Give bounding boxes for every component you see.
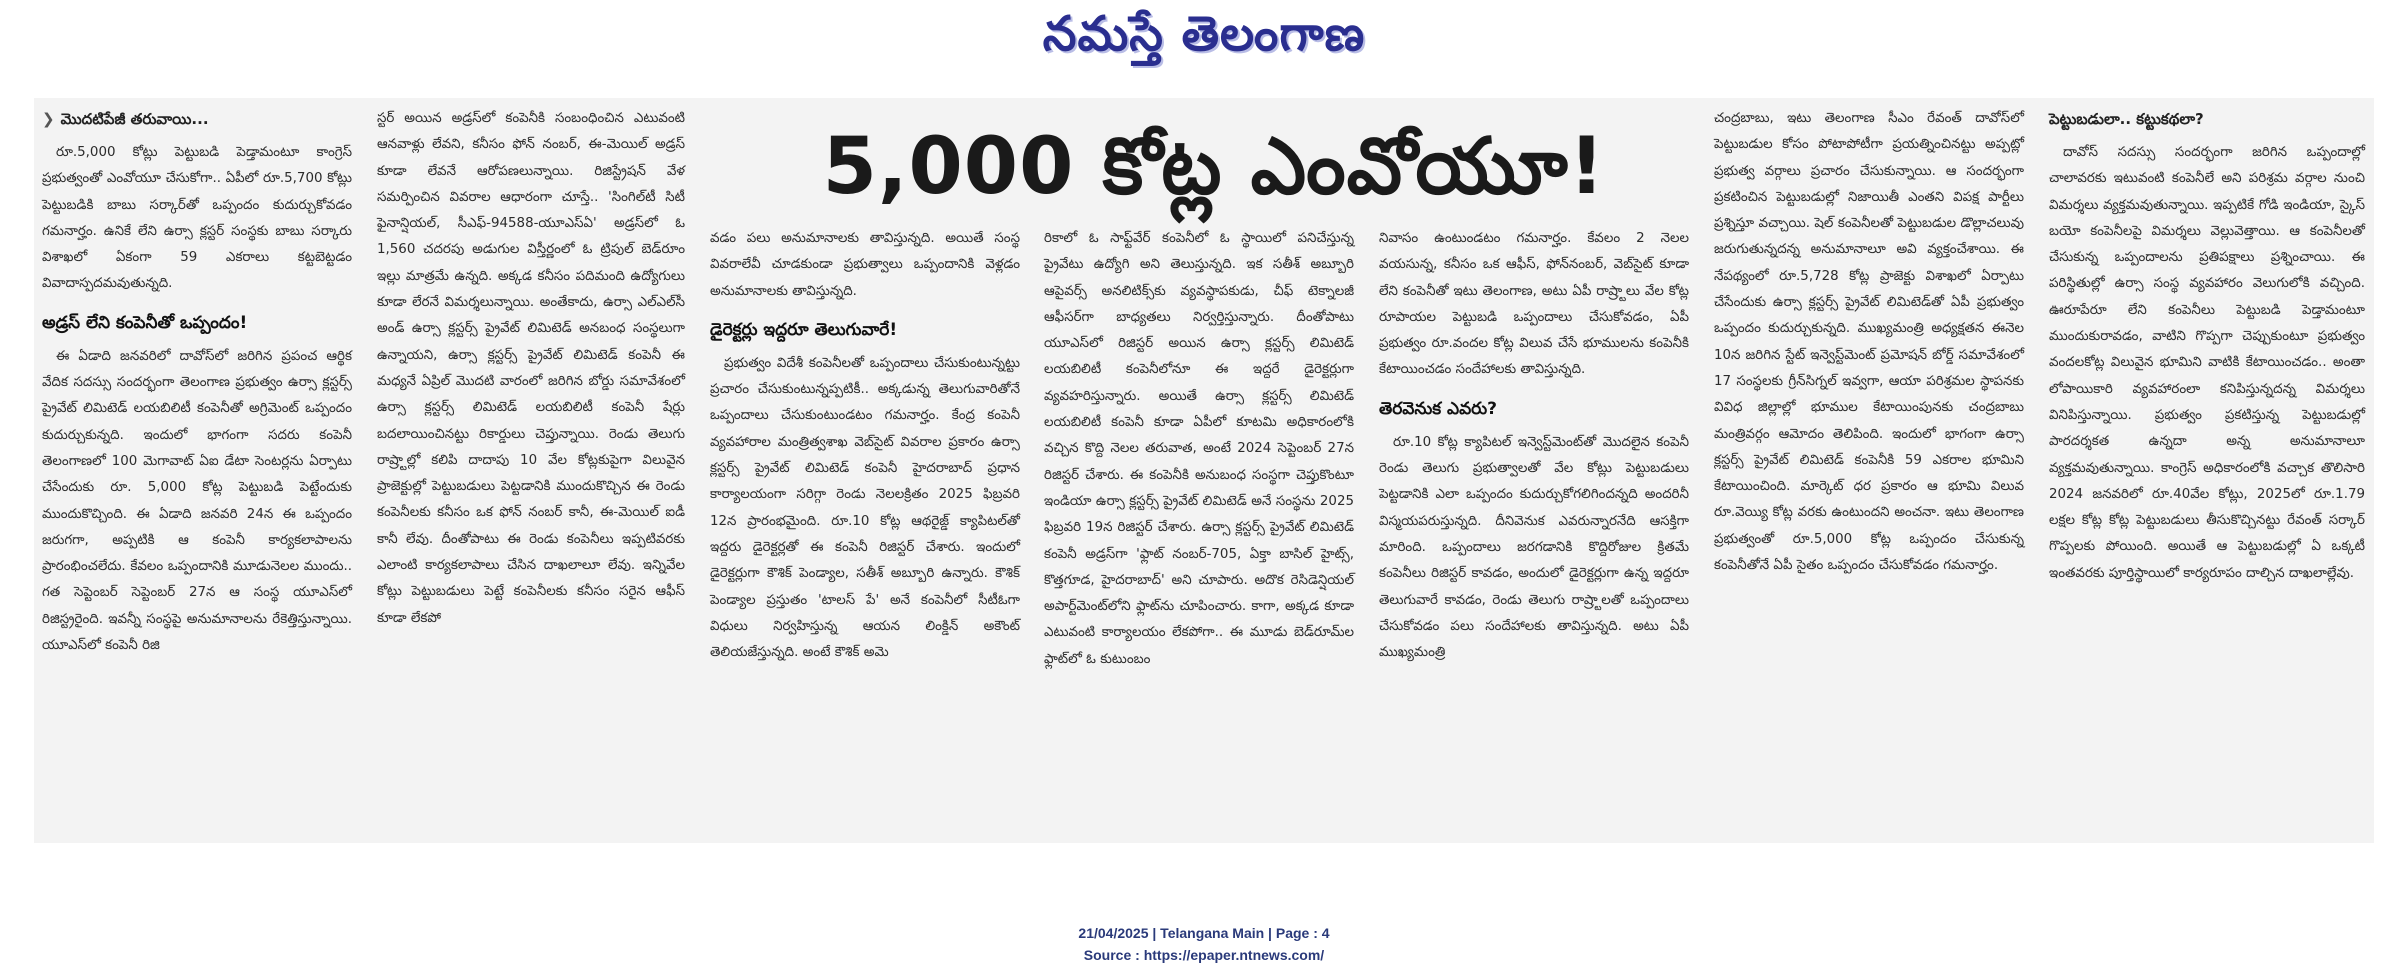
paragraph: స్టర్ అయిన అడ్రస్‌లో కంపెనీకి సంబంధించిన ఎటువంటి ఆనవాళ్లు లేవని, కనీసం ఫోన్ నంబర్, ఈ-మెయిల్ అడ్రస్ కూడా లేవనే ఆరోపణలున్నాయి. రిజిస్ట్రేషన్ వేళ సమర్పించిన వివరాల ఆధారంగా చూస్తే.. 'సింగిల్‌టీ సిటీ ఫైనాన్షియల్, సీఎఫ్-94588-యూఎస్‌ఏ' అడ్రస్‌లో ఓ 1,560 చదరపు అడుగుల విస్తీర్ణంలో ఓ ట్రిపుల్ బెడ్‌రూం ఇల్లు మాత్రమే ఉన్నది. అక్కడ కనీసం పదిమంది ఉద్యోగులు కూడా లేరనే విమర్శలున్నాయి. అంతేకాదు, ఉర్సా ఎల్‌ఎల్‌సీ అండ్ ఉర్సా క్లస్టర్స్ ప్రైవేట్ లిమిటెడ్ అనబంధ సంస్థలుగా ఉన్నాయని, ఉర్సా క్లస్టర్స్ ప్రైవేట్ లిమిటెడ్ కంపెనీ ఈ మధ్యనే ఏప్రిల్ మొదటి వారంలో జరిగిన బోర్డు సమావేశంలో ఉర్సా క్లస్టర్స్ లిమిటెడ్ లయబిలిటీ కంపెనీ షేర్లు బదలాయించినట్టు రికార్డులు చెప్తున్నాయి. రెండు తెలుగు రాష్ర్టాల్లో కలిపి దాదాపు 10 వేల కోట్లకుపైగా విలువైన ప్రాజెక్టుల్లో పెట్టుబడులు పెట్టడానికి ముందుకొచ్చిన ఈ రెండు కంపెనీలకు కనీసం ఒక ఫోన్ నంబర్ కానీ, ఈ-మెయిల్ ఐడీ కానీ లేవు. దీంతోపాటు ఈ రెండు కంపెనీలు ఇప్పటివరకు ఎలాంటి కార్యకలాపాలు చేసిన దాఖలాలూ లేవు. ఇన్నివేల కోట్లు పెట్టుబడులు పెట్టే కంపెనీలకు కనీసం సరైన ఆఫీస్ కూడా లేకపో [377, 111, 685, 626]
paragraph: చంద్రబాబు, ఇటు తెలంగాణ సీఎం రేవంత్ దావోస్‌లో పెట్టుబడుల కోసం పోటాపోటీగా ప్రయత్నించినట్టు అప్పట్లో ప్రభుత్వ వర్గాలు ప్రచారం చేసుకున్నాయి. ఆ సందర్భంగా ప్రకటించిన పెట్టుబడుల్లో నిజాయితీ ఎంతని విపక్ష పార్టీలు ప్రశ్నిస్తూ వచ్చాయి. షెల్ కంపెనీలతో పెట్టుబడుల డొల్లాచలువు జరుగుతున్నదన్న అనుమానాలూ అవి వ్యక్తంచేశాయి. ఈ నేపథ్యంలో రూ.5,728 కోట్ల ప్రాజెక్టు విశాఖలో ఏర్పాటు చేసేందుకు ఉర్సా క్లస్టర్స్ ప్రైవేట్ లిమిటెడ్‌తో ఏపీ ప్రభుత్వం ఒప్పందం కుదుర్చుకున్నది. ముఖ్యమంత్రి అధ్యక్షతన ఈనెల 10న జరిగిన స్టేట్ ఇన్వెస్ట్‌మెంట్ ప్రమోషన్ బోర్డ్ సమావేశంలో 17 సంస్థలకు గ్రీన్‌సిగ్నల్ ఇవ్వగా, ఆయా పరిశ్రమల స్థాపనకు వివిధ జిల్లాల్లో భూముల కేటాయింపునకు చంద్రబాబు మంత్రివర్గం ఆమోదం తెలిపింది. ఇందులో భాగంగా ఉర్సా క్లస్టర్స్ ప్రైవేట్ లిమిటెడ్ కంపెనీకి 59 ఎకరాల భూమిని కేటాయించింది. మార్కెట్ ధర ప్రకారం ఆ భూమి విలువ రూ.వెయ్యి కోట్ల వరకు ఉంటుందని అంచనా. ఇటు తెలంగాణ ప్రభుత్వంతో రూ.5,000 కోట్ల ఒప్పందం చేసుకున్న కంపెనీతోనే ఏపీ సైతం ఒప్పందం చేసుకోవడం గమనార్హం. [1714, 111, 2024, 574]
article-column-3 [710, 226, 1020, 672]
paragraph: ఈ ఏడాది జనవరిలో దావోస్‌లో జరిగిన ప్రపంచ ఆర్థిక వేదిక సదస్సు సందర్భంగా తెలంగాణ ప్రభుత్వం ఉర్సా క్లస్టర్స్ ప్రైవేట్ లిమిటెడ్ లయబిలిటీ కంపెనీతో అగ్రిమెంట్ ఒప్పందం కుదుర్చుకున్నది. ఇందులో భాగంగా సదరు కంపెనీ తెలంగాణలో 100 మెగావాట్ ఏఐ డేటా సెంటర్లను ఏర్పాటు చేసేందుకు రూ. 5,000 కోట్ల పెట్టుబడి పెట్టేందుకు ముందుకొచ్చింది. ఈ ఏడాది జనవరి 24న ఈ ఒప్పందం జరుగగా, అప్పటికి ఆ కంపెనీ కార్యకలాపాలను ప్రారంభించలేదు. కేవలం ఒప్పందానికి మూడునెలల ముందు.. గత సెప్టెంబర్ సెప్టెంబర్ 27న ఆ సంస్థ యూఎస్‌లో రిజిస్ట్రరైంది. ఇవన్నీ సంస్థపై అనుమానాలను రేకెత్తిస్తున్నాయి. యూఎస్‌లో కంపెనీ రిజి [42, 348, 352, 654]
subheading: తెరవెనుక ఎవరు? [1379, 398, 1498, 419]
paragraph: నివాసం ఉంటుండటం గమనార్హం. కేవలం 2 నెలల వయసున్న, కనీసం ఒక ఆఫీస్, ఫోన్‌నంబర్, వెబ్‌సైట్ కూడా లేని కంపెనీతో ఇటు తెలంగాణ, అటు ఏపీ రాష్ర్టాలు వేల కోట్ల రూపాయల పెట్టుబడి ఒప్పందాలు చేసుకోవడం, ఏపీ ప్రభుత్వం రూ.వందల కోట్ల విలువ చేసే భూములను కంపెనీకి కేటాయించడం సందేహాలకు తావిస్తున్నది. [1379, 231, 1689, 378]
newspaper-logo: నమస్తే తెలంగాణ [1042, 6, 1366, 62]
chevron-right-icon: ❯ [42, 110, 55, 128]
article-column-1 [42, 106, 352, 665]
subheading: డైరెక్టర్లు ఇద్దరూ తెలుగువారే! [710, 319, 898, 340]
paragraph: రికాలో ఓ సాఫ్ట్‌వేర్ కంపెనీలో ఓ స్థాయిలో పనిచేస్తున్న ప్రైవేటు ఉద్యోగి అని తెలుస్తున్నది. ఇక సతీశ్ అబ్బూరి ఆపైవర్స్ అనలిటిక్స్‌కు వ్యవస్థాపకుడు, చీఫ్ టెక్నాలజీ ఆఫీసర్‌గా బాధ్యతలు నిర్వర్తిస్తున్నారు. దీంతోపాటు యూఎస్‌లో రిజిస్టర్ అయిన ఉర్సా క్లస్టర్స్ లిమిటెడ్ లయబిలిటీ కంపెనీలోనూ ఈ ఇద్దరే డైరెక్టర్లుగా వ్యవహరిస్తున్నారు. అయితే ఉర్సా క్లస్టర్స్ లిమిటెడ్ లయబిలిటీ కంపెనీ కూడా ఏపీలో కూటమి అధికారంలోకి వచ్చిన కొద్ది నెలల తరువాత, అంటే 2024 సెప్టెంబర్ 27న రిజిస్టర్ చేశారు. ఈ కంపెనీకి అనుబంధ సంస్థగా చెప్తుకొంటూ ఇండియా ఉర్సా క్లస్టర్స్ ప్రైవేట్ లిమిటెడ్ అనే సంస్థను 2025 ఫిబ్రవరి 19న రిజిస్టర్ చేశారు. ఉర్సా క్లస్టర్స్ ప్రైవేట్ లిమిటెడ్ కంపెనీ అడ్రస్‌గా 'ఫ్లాట్ నంబర్-705, ఏక్తా బాసిల్ హైట్స్, కొత్తగూడ, హైదరాబాద్' అని చూపారు. అదొక రెసిడెన్షియల్ అపార్ట్‌మెంట్‌లోని ఫ్లాట్‌ను చూపించారు. కాగా, అక్కడ కూడా ఎటువంటి కార్యాలయం లేకపోగా.. ఈ మూడు బెడ్‌రూమ్‌ల ఫ్లాట్‌లో ఓ కుటుంబం [1044, 231, 1354, 667]
article-column-5 [1379, 226, 1689, 672]
masthead [0, 6, 2408, 68]
footer-source-link[interactable]: Source : https://epaper.ntnews.com/ [1083, 947, 1325, 963]
subheading: పెట్టుబడులా.. కట్టుకథలా? [2049, 110, 2204, 128]
article-column-7 [2049, 106, 2365, 593]
newspaper-page [34, 98, 2374, 843]
footer-date-edition: 21/04/2025 | Telangana Main | Page : 4 [1078, 925, 1330, 941]
continued-kicker: ❯ మొదటిపేజీ తరువాయి... [42, 110, 209, 128]
article-column-4 [1044, 226, 1354, 679]
article-headline: 5,000 కోట్ల ఎంవోయూ! [822, 122, 1606, 212]
page-footer [0, 922, 2408, 966]
paragraph: ప్రభుత్వం విదేశీ కంపెనీలతో ఒప్పందాలు చేసుకుంటున్నట్టు ప్రచారం చేసుకుంటున్నప్పటికీ.. అక్కడున్న తెలుగువారితోనే ఒప్పందాలు చేసుకుంటుండటం గమనార్హం. కేంద్ర కంపెనీ వ్యవహారాల మంత్రిత్వశాఖ వెబ్‌సైట్ వివరాల ప్రకారం ఉర్సా క్లస్టర్స్ ప్రైవేట్ లిమిటెడ్ కంపెనీ హైదరాబాద్ ప్రధాన కార్యాలయంగా సరిగ్గా రెండు నెలలక్రితం 2025 ఫిబ్రవరి 12న ప్రారంభమైంది. రూ.10 కోట్ల ఆథరైజ్డ్ క్యాపిటల్‌తో ఇద్దరు డైరెక్టర్లతో ఈ కంపెనీ రిజిస్టర్ చేశారు. ఇందులో డైరెక్టర్లుగా కౌశిక్ పెండ్యాల, సతీశ్ అబ్బూరి ఉన్నారు. కౌశిక్ పెండ్యాల ప్రస్తుతం 'టాలస్ పే' అనే కంపెనీలో సీటీఓగా విధులు నిర్వహిస్తున్న ఆయన లింక్డిన్ అకౌంట్ తెలియజేస్తున్నది. అంటే కౌశిక్ అమె [710, 355, 1020, 661]
paragraph: రూ.5,000 కోట్లు పెట్టుబడి పెడ్తామంటూ కాంగ్రెస్ ప్రభుత్వంతో ఎంవోయూ చేసుకోగా.. ఏపీలో రూ.5,700 కోట్లు పెట్టుబడికి బాబు సర్కార్‌తో ఒప్పందం కుదుర్చుకోవడం గమనార్హం. ఉనికే లేని ఉర్సా క్లస్టర్ సంస్థకు బాబు సర్కారు విశాఖలో ఏకంగా 59 ఎకరాలు కట్టబెట్టడం వివాదాస్పదమవుతున్నది. [42, 145, 352, 292]
article-column-6 [1714, 106, 2024, 585]
article-column-2 [377, 106, 685, 638]
subheading: అడ్రస్ లేని కంపెనీతో ఒప్పందం! [42, 312, 248, 333]
paragraph: వడం పలు అనుమానాలకు తావిస్తున్నది. అయితే సంస్థ వివరాలేవీ చూడకుండా ప్రభుత్వాలు ఒప్పందానికి వెళ్లడం అనుమానాలకు తావిస్తున్నది. [710, 231, 1020, 299]
paragraph: రూ.10 కోట్ల క్యాపిటల్ ఇన్వెస్ట్‌మెంట్‌తో మొదలైన కంపెనీ రెండు తెలుగు ప్రభుత్వాలతో వేల కోట్లు పెట్టుబడులు పెట్టడానికి ఎలా ఒప్పందం కుదుర్చుకోగలిగిందన్నది అందరినీ విస్మయపరుస్తున్నది. దీనివెనుక ఎవరున్నారనేది ఆసక్తిగా మారింది. ఒప్పందాలు జరగడానికి కొద్దిరోజుల క్రితమే కంపెనీలు రిజిస్టర్ కావడం, అందులో డైరెక్టర్లుగా ఉన్న ఇద్దరూ తెలుగువారే కావడం, రెండు తెలుగు రాష్ర్టాలతో ఒప్పందాలు చేసుకోవడం పలు సందేహాలకు తావిస్తున్నది. అటు ఏపీ ముఖ్యమంత్రి [1379, 434, 1689, 661]
paragraph: దావోస్ సదస్సు సందర్భంగా జరిగిన ఒప్పందాల్లో చాలావరకు ఇటువంటి కంపెనీలే అని పరిశ్రమ వర్గాల నుంచి విమర్శలు వ్యక్తమవుతున్నాయి. ఇప్పటికే గోడి ఇండియా, స్కైస్ బయో కంపెనీలపై విమర్శలు వెల్లువెత్తాయి. ఆ కంపెనీలతో చేసుకున్న ఒప్పందాలను ప్రతిపక్షాలు ప్రశ్నించాయి. ఈ పరిస్థితుల్లో ఉర్సా సంస్థ వ్యవహారం వెలుగులోకి వచ్చింది. ఊరూపేరూ లేని కంపెనీలు పెట్టుబడి పెడ్తామంటూ ముందుకురావడం, వాటిని గొప్పగా చెప్పుకుంటూ ప్రభుత్వం వందలకోట్ల విలువైన భూమిని వాటికి కేటాయించడం.. అంతా లోపాయికారి వ్యవహారంలా కనిపిస్తున్నదన్న విమర్శలు వినిపిస్తున్నాయి. ప్రభుత్వం ప్రకటిస్తున్న పెట్టుబడుల్లో పారదర్శకత ఉన్నదా అన్న అనుమానాలూ వ్యక్తమవుతున్నాయి. కాంగ్రెస్ అధికారంలోకి వచ్చాక తొలిసారి 2024 జనవరిలో రూ.40వేల కోట్లు, 2025లో రూ.1.79 లక్షల కోట్ల కోట్ల పెట్టుబడులు తీసుకొచ్చినట్టు రేవంత్ సర్కార్ గొప్పలకు పోయింది. అయితే ఆ పెట్టుబడుల్లో ఏ ఒక్కటీ ఇంతవరకు పూర్తిస్థాయిలో కార్యరూపం దాల్చిన దాఖలాల్లేవు. [2049, 145, 2365, 581]
